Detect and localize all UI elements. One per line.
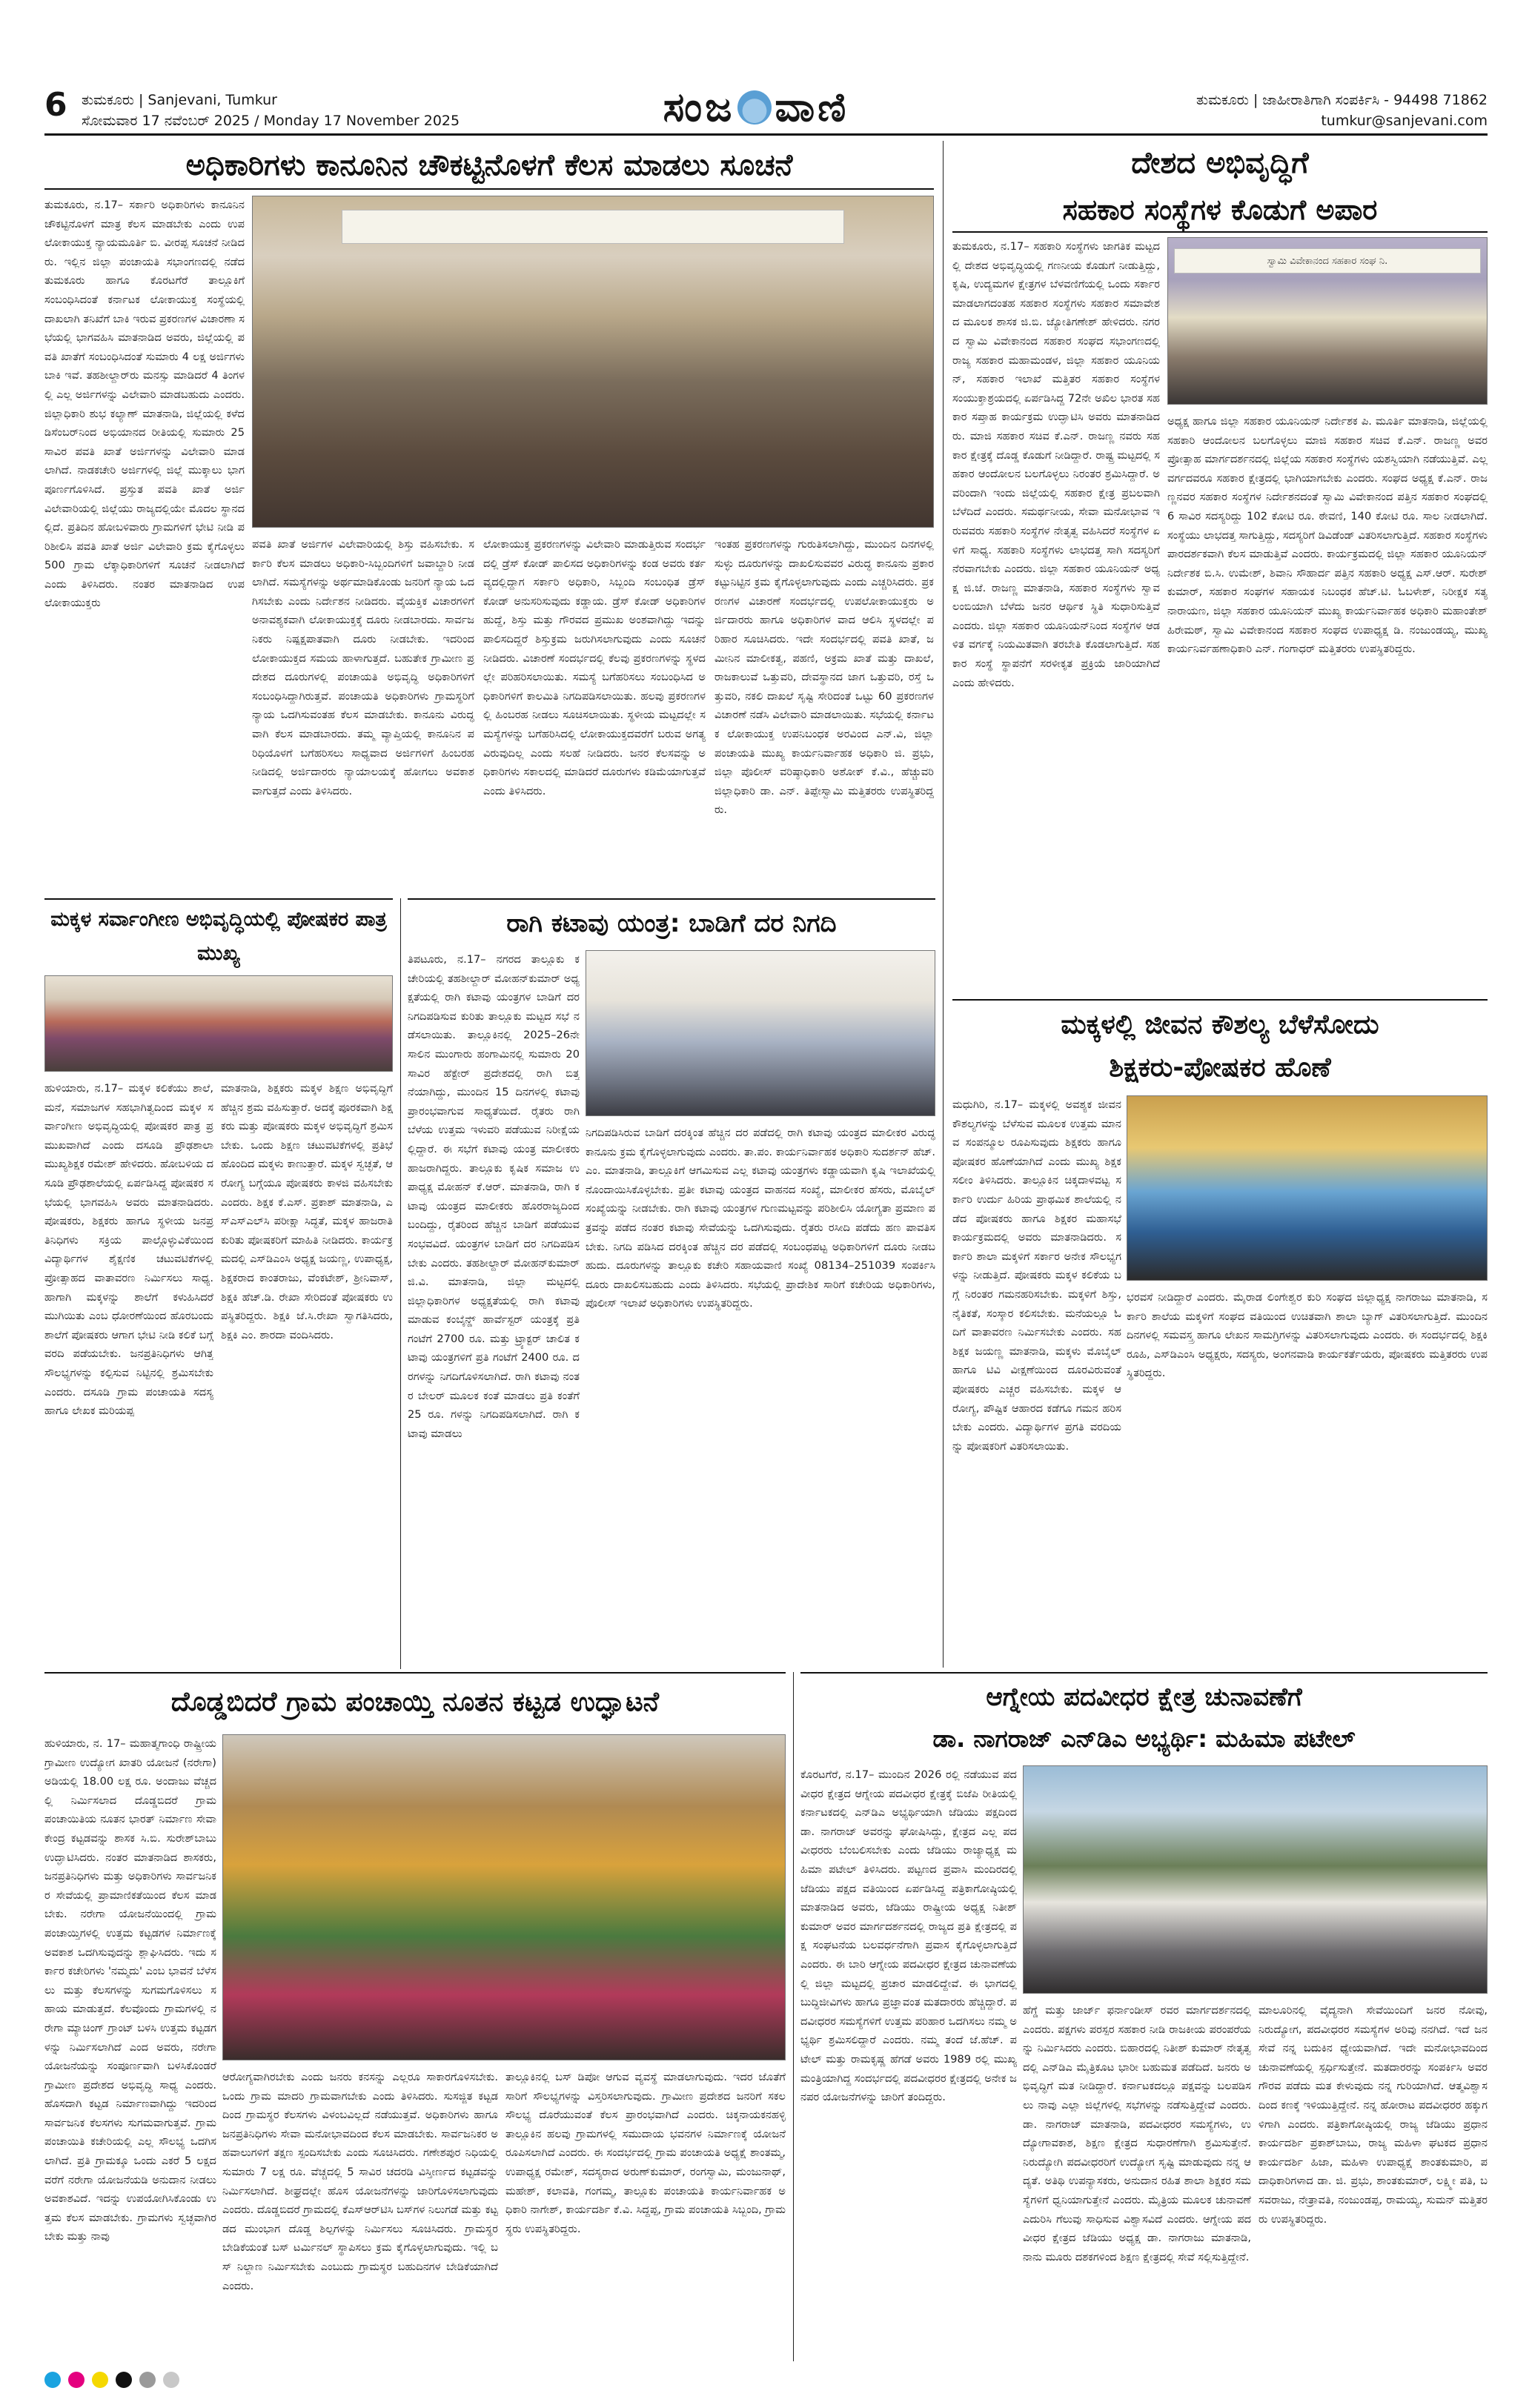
ragi-headline: ರಾಗಿ ಕಟಾವು ಯಂತ್ರ: ಬಾಡಿಗೆ ದರ ನಿಗದಿ xyxy=(506,909,837,938)
cooperative-photo xyxy=(1167,237,1488,405)
color-registration-marks xyxy=(44,2372,179,2388)
section-rule xyxy=(800,1672,1488,1674)
children-col-2: ಮಾತನಾಡಿ, ಶಿಕ್ಷಕರು ಮಕ್ಕಳ ಶಿಕ್ಷಣ ಅಭಿವೃದ್ಧಿಗೆ ಹೆಚ್ಚಿನ ಶ್ರಮ ವಹಿಸುತ್ತಾರೆ. ಅದಕ್ಕೆ ಪೂರಕವಾಗಿ ಶಿಕ್ಷಕರು ಮತ್ತು ಪೋಷಕರು ಮಕ್ಕಳ ಅಭಿವೃದ್ಧಿಗೆ ಶ್ರಮಿಸಬೇಕು. ಒಂದು ಶಿಕ್ಷಣ ಚಟುವಟಿಕೆಗಳಲ್ಲಿ ಪ್ರತಿಭೆ ಹೊಂದಿದ ಮಕ್ಕಳು ಕಾಣುತ್ತಾರೆ. ಮಕ್ಕಳ ಸ್ವಚ್ಛತೆ, ಆರೋಗ್ಯ ಬಗ್ಗೆಯೂ ಪೋಷಕರು ಕಾಳಜಿ ವಹಿಸಬೇಕು ಎಂದರು. ಶಿಕ್ಷಕ ಕೆ.ಎಸ್. ಪ್ರಕಾಶ್ ಮಾತನಾಡಿ, ಎಸ್‌ಎಸ್‌ಎಲ್‌ಸಿ ಪರೀಕ್ಷಾ ಸಿದ್ಧತೆ, ಮಕ್ಕಳ ಹಾಜರಾತಿ ಕುರಿತು ಪೋಷಕರಿಗೆ ಮಾಹಿತಿ ನೀಡಿದರು. ಕಾರ್ಯಕ್ರಮದಲ್ಲಿ ಎಸ್‌ಡಿಎಂಸಿ ಅಧ್ಯಕ್ಷ ಜಯಣ್ಣ, ಉಪಾಧ್ಯಕ್ಷ, ಶಿಕ್ಷಕರಾದ ಕಾಂತರಾಜು, ವೆಂಕಟೇಶ್, ಶ್ರೀನಿವಾಸ್, ಶಿಕ್ಷಕಿ ಹೆಚ್.ಡಿ. ರೇಖಾ ಸೇರಿದಂತೆ ಪೋಷಕರು ಉಪಸ್ಥಿತರಿದ್ದರು. ಶಿಕ್ಷಕಿ ಜೆ.ಸಿ.ರೇಖಾ ಸ್ವಾಗತಿಸಿದರು, ಶಿಕ್ಷಕಿ ಎಂ. ಶಾರದಾ ವಂದಿಸಿದರು. xyxy=(221,1082,393,1341)
section-rule xyxy=(44,898,393,900)
ad-contact-line: ತುಮಕೂರು | ಜಾಹೀರಾತಿಗಾಗಿ ಸಂಪರ್ಕಿಸಿ - 94498 71862 xyxy=(1196,92,1488,108)
life-skills-headline-line-1: ಮಕ್ಕಳಲ್ಲಿ ಜೀವನ ಕೌಶಲ್ಯ ಬೆಳೆಸೋದು xyxy=(1061,1009,1379,1040)
officials-col-1: ತುಮಕೂರು, ನ.17– ಸರ್ಕಾರಿ ಅಧಿಕಾರಿಗಳು ಕಾನೂನಿನ ಚೌಕಟ್ಟಿನೊಳಗೆ ಮಾತ್ರ ಕೆಲಸ ಮಾಡಬೇಕು ಎಂದು ಉಪಲೋಕಾಯುಕ್ತ ನ್ಯಾಯಮೂರ್ತಿ ಬಿ. ವೀರಪ್ಪ ಸೂಚನೆ ನೀಡಿದರು. ಇಲ್ಲಿನ ಜಿಲ್ಲಾ ಪಂಚಾಯತಿ ಸಭಾಂಗಣದಲ್ಲಿ ನಡೆದ ತುಮಕೂರು ಹಾಗೂ ಕೊರಟಗೆರೆ ತಾಲ್ಲೂಕಿಗೆ ಸಂಬಂಧಿಸಿದಂತೆ ಕರ್ನಾಟಕ ಲೋಕಾಯುಕ್ತ ಸಂಸ್ಥೆಯಲ್ಲಿ ದಾಖಲಾಗಿ ತನಿಖೆಗೆ ಬಾಕಿ ಇರುವ ಪ್ರಕರಣಗಳ ವಿಚಾರಣಾ ಸಭೆಯಲ್ಲಿ ಭಾಗವಹಿಸಿ ಮಾತನಾಡಿದ ಅವರು, ಜಿಲ್ಲೆಯಲ್ಲಿ ಪವತಿ ಖಾತೆಗೆ ಸಂಬಂಧಿಸಿದಂತೆ ಸುಮಾರು 4 ಲಕ್ಷ ಅರ್ಜಿಗಳು ಬಾಕಿ ಇವೆ. ತಹಶೀಲ್ದಾರ್‌ರು ಮನಸ್ಸು ಮಾಡಿದರೆ 4 ತಿಂಗಳಲ್ಲಿ ಎಲ್ಲ ಅರ್ಜಿಗಳನ್ನು ವಿಲೇವಾರಿ ಮಾಡಬಹುದು ಎಂದರು. ಜಿಲ್ಲಾಧಿಕಾರಿ ಶುಭ ಕಲ್ಯಾಣ್ ಮಾತನಾಡಿ, ಜಿಲ್ಲೆಯಲ್ಲಿ ಕಳೆದ ಡಿಸೆಂಬರ್‌ನಿಂದ ಅಭಿಯಾನದ ರೀತಿಯಲ್ಲಿ ಸುಮಾರು 25 ಸಾವಿರ ಪವತಿ ಖಾತೆ ಅರ್ಜಿಗಳನ್ನು ವಿಲೇವಾರಿ ಮಾಡಲಾಗಿದೆ. ನಾಡಕಚೇರಿ ಅರ್ಜಿಗಳಲ್ಲಿ ಜಿಲ್ಲೆ ಮುಕ್ಕಾಲು ಭಾಗ ಪೂರ್ಣಗೊಳಿಸಿದೆ. ಪ್ರಸ್ತುತ ಪವತಿ ಖಾತೆ ಅರ್ಜಿ ವಿಲೇವಾರಿಯಲ್ಲಿ ಜಿಲ್ಲೆಯು ರಾಜ್ಯದಲ್ಲಿಯೇ ಮೊದಲ ಸ್ಥಾನದಲ್ಲಿದೆ. ಪ್ರತಿದಿನ ಹೋಬಳಿವಾರು ಗ್ರಾಮಗಳಿಗೆ ಭೇಟಿ ನೀಡಿ ಪರಿಶೀಲಿಸಿ ಪವತಿ ಖಾತೆ ಅರ್ಜಿ ವಿಲೇವಾರಿ ಕ್ರಮ ಕೈಗೊಳ್ಳಲು 500 ಗ್ರಾಮ ಲೆಕ್ಕಾಧಿಕಾರಿಗಳಿಗೆ ಸೂಚನೆ ನೀಡಲಾಗಿದೆ ಎಂದು ತಿಳಿಸಿದರು. ನಂತರ ಮಾತನಾಡಿದ ಉಪಲೋಕಾಯುಕ್ತರು xyxy=(44,199,245,610)
column-divider xyxy=(943,1001,944,1668)
children-col-1: ಹುಳಿಯಾರು, ನ.17– ಮಕ್ಕಳ ಕಲಿಕೆಯು ಶಾಲೆ, ಮನೆ, ಸಮಾಜಗಳ ಸಹಭಾಗಿತ್ವದಿಂದ ಮಕ್ಕಳ ಸರ್ವಾಂಗೀಣ ಅಭಿವೃದ್ಧಿಯಲ್ಲಿ ಪೋಷಕರ ಪಾತ್ರ ಪ್ರಮುಖವಾಗಿದೆ ಎಂದು ದಸೂಡಿ ಪ್ರೌಢಶಾಲಾ ಮುಖ್ಯಶಿಕ್ಷಕ ರಮೇಶ್ ಹೇಳಿದರು. ಹೋಬಳಿಯ ದಸೂಡಿ ಪ್ರೌಢಶಾಲೆಯಲ್ಲಿ ಏರ್ಪಡಿಸಿದ್ದ ಪೋಷಕರ ಸಭೆಯಲ್ಲಿ ಭಾಗವಹಿಸಿ ಅವರು ಮಾತನಾಡಿದರು. ಪೋಷಕರು, ಶಿಕ್ಷಕರು ಹಾಗೂ ಸ್ಥಳೀಯ ಜನಪ್ರತಿನಿಧಿಗಳು ಸಕ್ರಿಯ ಪಾಲ್ಗೊಳ್ಳುವಿಕೆಯಿಂದ ವಿದ್ಯಾರ್ಥಿಗಳ ಶೈಕ್ಷಣಿಕ ಚಟುವಟಿಕೆಗಳಲ್ಲಿ ಪ್ರೋತ್ಸಾಹದ ವಾತಾವರಣ ನಿರ್ಮಿಸಲು ಸಾಧ್ಯ. ಹಾಗಾಗಿ ಮಕ್ಕಳನ್ನು ಶಾಲೆಗೆ ಕಳುಹಿಸಿದರೆ ಮುಗಿಯಿತು ಎಂಬ ಧೋರಣೆಯಿಂದ ಹೊರಬಂದು ಶಾಲೆಗೆ ಪೋಷಕರು ಆಗಾಗ ಭೇಟಿ ನೀಡಿ ಕಲಿಕೆ ಬಗ್ಗೆ ವರದಿ ಪಡೆಯಬೇಕು. ಜನಪ್ರತಿನಿಧಿಗಳು ಆಗಿತ್ತ ಸೌಲಭ್ಯಗಳನ್ನು ಕಲ್ಪಿಸುವ ನಿಟ್ಟಿನಲ್ಲಿ ಶ್ರಮಿಸಬೇಕು ಎಂದರು. ದಸೂಡಿ ಗ್ರಾಮ ಪಂಚಾಯತಿ ಸದಸ್ಯ ಹಾಗೂ ಲೇಖಕ ಮರಿಯಪ್ಪ xyxy=(44,1082,213,1418)
color-dot xyxy=(139,2372,156,2388)
life-skills-headline-line-2: ಶಿಕ್ಷಕರು-ಪೋಷಕರ ಹೊಣೆ xyxy=(1109,1052,1331,1083)
officials-photo-banner xyxy=(342,210,844,244)
cooperative-headline-line-1: ದೇಶದ ಅಭಿವೃದ್ಧಿಗೆ xyxy=(1131,146,1309,180)
election-photo xyxy=(1023,1765,1488,1994)
color-dot xyxy=(116,2372,132,2388)
column-divider xyxy=(400,898,401,1669)
officials-col-3: ಲೋಕಾಯುಕ್ತ ಪ್ರಕರಣಗಳನ್ನು ವಿಲೇವಾರಿ ಮಾಡುತ್ತಿರುವ ಸಂದರ್ಭದಲ್ಲಿ ಡ್ರೆಸ್ ಕೋಡ್ ಪಾಲಿಸದ ಅಧಿಕಾರಿಗಳನ್ನು ಕಂಡ ಅವರು ಕರ್ತವ್ಯದಲ್ಲಿದ್ದಾಗ ಸರ್ಕಾರಿ ಅಧಿಕಾರಿ, ಸಿಬ್ಬಂದಿ ಸಂಬಂಧಿತ ಡ್ರೆಸ್ ಕೋಡ್ ಅನುಸರಿಸುವುದು ಕಡ್ಡಾಯ. ಡ್ರೆಸ್ ಕೋಡ್ ಅಧಿಕಾರಿಗಳ ಹುದ್ದೆ, ಶಿಸ್ತು ಮತ್ತು ಗೌರವದ ಪ್ರಮುಖ ಅಂಶವಾಗಿದ್ದು ಇದನ್ನು ಪಾಲಿಸದಿದ್ದರೆ ಶಿಸ್ತುಕ್ರಮ ಜರುಗಿಸಲಾಗುವುದು ಎಂದು ಸೂಚನೆ ನೀಡಿದರು. ವಿಚಾರಣೆ ಸಂದರ್ಭದಲ್ಲಿ ಕೆಲವು ಪ್ರಕರಣಗಳನ್ನು ಸ್ಥಳದಲ್ಲೇ ಪರಿಹರಿಸಲಾಯಿತು. ಸಮಸ್ಯೆ ಬಗೆಹರಿಸಲು ಸಂಬಂಧಿಸಿದ ಅಧಿಕಾರಿಗಳಿಗೆ ಕಾಲಮಿತಿ ನಿಗದಿಪಡಿಸಲಾಯಿತು. ಹಲವು ಪ್ರಕರಣಗಳಲ್ಲಿ ಹಿಂಬರಹ ನೀಡಲು ಸೂಚಿಸಲಾಯಿತು. ಸ್ಥಳೀಯ ಮಟ್ಟದಲ್ಲೇ ಸಮಸ್ಯೆಗಳನ್ನು ಬಗೆಹರಿಸಿದಲ್ಲಿ ಲೋಕಾಯುಕ್ತದವರೆಗೆ ಬರುವ ಅಗತ್ಯವಿರುವುದಿಲ್ಲ ಎಂದು ಸಲಹೆ ನೀಡಿದರು. ಜನರ ಕೆಲಸವನ್ನು ಅಧಿಕಾರಿಗಳು ಸಕಾಲದಲ್ಲಿ ಮಾಡಿದರೆ ದೂರುಗಳು ಕಡಿಮೆಯಾಗುತ್ತವೆ ಎಂದು ತಿಳಿಸಿದರು. xyxy=(483,538,706,797)
column-divider xyxy=(943,141,944,1001)
panchayat-headline: ದೊಡ್ಡಬಿದರೆ ಗ್ರಾಮ ಪಂಚಾಯ್ತಿ ನೂತನ ಕಟ್ಟಡ ಉದ್ಘಾಟನೆ xyxy=(170,1687,660,1717)
officials-headline: ಅಧಿಕಾರಿಗಳು ಕಾನೂನಿನ ಚೌಕಟ್ಟಿನೊಳಗೆ ಕೆಲಸ ಮಾಡಲು ಸೂಚನೆ xyxy=(44,141,934,190)
panchayat-col-2: ಆರೋಗ್ಯವಾಗಿರಬೇಕು ಎಂದು ಜನರು ಕನಸನ್ನು ಎಲ್ಲರೂ ಸಾಕಾರಗೊಳಿಸಬೇಕು. ಒಂದು ಗ್ರಾಮ ಮಾದರಿ ಗ್ರಾಮವಾಗಬೇಕು ಎಂದು ತಿಳಿಸಿದರು. ಸುಸಜ್ಜಿತ ಕಟ್ಟಡದಿಂದ ಗ್ರಾಮಸ್ಥರ ಕೆಲಸಗಳು ವಿಳಂಬವಿಲ್ಲದೆ ನಡೆಯುತ್ತವೆ. ಅಧಿಕಾರಿಗಳು ಹಾಗೂ ಜನಪ್ರತಿನಿಧಿಗಳು ಸೇವಾ ಮನೋಭಾವದಿಂದ ಕೆಲಸ ಮಾಡಬೇಕು. ಸಾರ್ವಜನಿಕರ ಅಹವಾಲುಗಳಿಗೆ ತಕ್ಷಣ ಸ್ಪಂದಿಸಬೇಕು ಎಂದು ಸೂಚಿಸಿದರು. ಗಣೇಶಪುರ ನಿಧಿಯಲ್ಲಿ ಸುಮಾರು 7 ಲಕ್ಷ ರೂ. ವೆಚ್ಚದಲ್ಲಿ 5 ಸಾವಿರ ಚದರಡಿ ವಿಸ್ತೀರ್ಣದ ಕಟ್ಟಡವನ್ನು ನಿರ್ಮಿಸಲಾಗಿದೆ. ಶೀಘ್ರದಲ್ಲೇ ಹೊಸ ಯೋಜನೆಗಳನ್ನು ಜಾರಿಗೊಳಿಸಲಾಗುವುದು ಎಂದರು. ದೊಡ್ಡಬಿದರೆ ಗ್ರಾಮದಲ್ಲಿ ಕೆಎಸ್‌ಆರ್‌ಟಿಸಿ ಬಸ್‌ಗಳ ನಿಲುಗಡೆ ಮತ್ತು ಕಟ್ಟಡದ ಮುಂಭಾಗ ದೊಡ್ಡ ಶಿಲ್ಪಗಳನ್ನು ನಿರ್ಮಿಸಲು ಸೂಚಿಸಿದರು. ಗ್ರಾಮಸ್ಥರ ಬೇಡಿಕೆಯಂತೆ ಬಸ್ ಟರ್ಮಿನಲ್ ಸ್ಥಾಪಿಸಲು ಕ್ರಮ ಕೈಗೊಳ್ಳಲಾಗುವುದು. ಇಲ್ಲಿ ಬಸ್ ನಿಲ್ದಾಣ ನಿರ್ಮಿಸಬೇಕು ಎಂಬುದು ಗ್ರಾಮಸ್ಥರ ಬಹುದಿನಗಳ ಬೇಡಿಕೆಯಾಗಿದೆ ಎಂದರು. xyxy=(222,2071,498,2292)
ragi-col-2: ನಿಗದಿಪಡಿಸಿರುವ ಬಾಡಿಗೆ ದರಕ್ಕಿಂತ ಹೆಚ್ಚಿನ ದರ ಪಡೆದಲ್ಲಿ ರಾಗಿ ಕಟಾವು ಯಂತ್ರದ ಮಾಲೀಕರ ವಿರುದ್ಧ ಕಾನೂನು ಕ್ರಮ ಕೈಗೊಳ್ಳಲಾಗುವುದು ಎಂದರು. ತಾ.ಪಂ. ಕಾರ್ಯನಿರ್ವಾಹಕ ಅಧಿಕಾರಿ ಸುದರ್ಶನ್ ಹೆಚ್.ಎಂ. ಮಾತನಾಡಿ, ತಾಲ್ಲೂಕಿಗೆ ಆಗಮಿಸುವ ಎಲ್ಲ ಕಟಾವು ಯಂತ್ರಗಳು ಕಡ್ಡಾಯವಾಗಿ ಕೃಷಿ ಇಲಾಖೆಯಲ್ಲಿ ನೊಂದಾಯಿಸಿಕೊಳ್ಳಬೇಕು. ಪ್ರತೀ ಕಟಾವು ಯಂತ್ರದ ವಾಹನದ ಸಂಖ್ಯೆ, ಮಾಲೀಕರ ಹೆಸರು, ಮೊಬೈಲ್ ಸಂಖ್ಯೆಯನ್ನು ನೀಡಬೇಕು. ರಾಗಿ ಕಟಾವು ಯಂತ್ರಗಳ ಗುಣಮಟ್ಟವನ್ನು ಪರಿಶೀಲಿಸಿ ಯೋಗ್ಯತಾ ಪ್ರಮಾಣ ಪತ್ರವನ್ನು ಪಡೆದ ನಂತರ ಕಟಾವು ಸೇವೆಯನ್ನು ಒದಗಿಸುವುದು. ರೈತರು ರಸೀದಿ ಪಡೆದು ಹಣ ಪಾವತಿಸಬೇಕು. ನಿಗದಿ ಪಡಿಸಿದ ದರಕ್ಕಿಂತ ಹೆಚ್ಚಿನ ದರ ಪಡೆದಲ್ಲಿ ಸಂಬಂಧಪಟ್ಟ ಅಧಿಕಾರಿಗಳಿಗೆ ದೂರು ನೀಡಬಹುದು. ದೂರುಗಳನ್ನು ತಾಲ್ಲೂಕು ಕಚೇರಿ ಸಹಾಯವಾಣಿ ಸಂಖ್ಯೆ 08134–251039 ಸಂಪರ್ಕಿಸಿ ದೂರು ದಾಖಲಿಸಬಹುದು ಎಂದು ತಿಳಿಸಿದರು. ಸಭೆಯಲ್ಲಿ ಪ್ರಾದೇಶಿಕ ಸಾರಿಗೆ ಕಚೇರಿಯ ಅಧಿಕಾರಿಗಳು, ಪೊಲೀಸ್ ಇಲಾಖೆ ಅಧಿಕಾರಿಗಳು ಉಪಸ್ಥಿತರಿದ್ದರು. xyxy=(586,1127,935,1310)
color-dot xyxy=(44,2372,61,2388)
color-dot xyxy=(68,2372,84,2388)
contact-email[interactable]: tumkur@sanjevani.com xyxy=(1321,113,1488,129)
life-skills-col-2: ಭರವಸೆ ನೀಡಿದ್ದಾರೆ ಎಂದರು. ಮೈರಾಡ ಲಿಂಗೇಶ್ವರ ಕುರಿ ಸಂಘದ ಜಿಲ್ಲಾಧ್ಯಕ್ಷ ನಾಗರಾಜು ಮಾತನಾಡಿ, ಸರ್ಕಾರಿ ಶಾಲೆಯ ಮಕ್ಕಳಿಗೆ ಸಂಘದ ವತಿಯಿಂದ ಉಚಿತವಾಗಿ ಶಾಲಾ ಬ್ಯಾಗ್ ವಿತರಿಸಲಾಗುತ್ತಿದೆ. ಮುಂದಿನ ದಿನಗಳಲ್ಲಿ ಸಮವಸ್ತ್ರ ಹಾಗೂ ಲೇಖನ ಸಾಮಗ್ರಿಗಳನ್ನು ವಿತರಿಸಲಾಗುವುದು ಎಂದರು. ಈ ಸಂದರ್ಭದಲ್ಲಿ ಶಿಕ್ಷಕಿ ರೂಹಿ, ಎಸ್‌ಡಿಎಂಸಿ ಅಧ್ಯಕ್ಷರು, ಸದಸ್ಯರು, ಅಂಗನವಾಡಿ ಕಾರ್ಯಕರ್ತೆಯರು, ಪೋಷಕರು ಮತ್ತಿತರರು ಉಪಸ್ಥಿತರಿದ್ದರು. xyxy=(1127,1291,1488,1380)
panchayat-col-3: ತಾಲ್ಲೂಕಿನಲ್ಲಿ ಬಸ್ ಡಿಪೋ ಆಗುವ ವ್ಯವಸ್ಥೆ ಮಾಡಲಾಗುವುದು. ಇದರ ಜೊತೆಗೆ ಸಾರಿಗೆ ಸೌಲಭ್ಯಗಳನ್ನು ವಿಸ್ತರಿಸಲಾಗುವುದು. ಗ್ರಾಮೀಣ ಪ್ರದೇಶದ ಜನರಿಗೆ ಸಕಲ ಸೌಲಭ್ಯ ದೊರೆಯುವಂತೆ ಕೆಲಸ ಪ್ರಾರಂಭವಾಗಿದೆ ಎಂದರು. ಚಿಕ್ಕನಾಯಕನಹಳ್ಳಿ ತಾಲ್ಲೂಕಿನ ಹಲವು ಗ್ರಾಮಗಳಲ್ಲಿ ಸಮುದಾಯ ಭವನಗಳ ನಿರ್ಮಾಣಕ್ಕೆ ಯೋಜನೆ ರೂಪಿಸಲಾಗಿದೆ ಎಂದರು. ಈ ಸಂದರ್ಭದಲ್ಲಿ ಗ್ರಾಮ ಪಂಚಾಯತಿ ಅಧ್ಯಕ್ಷೆ ಶಾಂತಮ್ಮ, ಉಪಾಧ್ಯಕ್ಷ ರಮೇಶ್, ಸದಸ್ಯರಾದ ಅರುಣ್‌ಕುಮಾರ್, ರಂಗಸ್ವಾಮಿ, ಮಂಜುನಾಥ್, ಮಹೇಶ್, ಕಲಾವತಿ, ಗಂಗಮ್ಮ, ತಾಲ್ಲೂಕು ಪಂಚಾಯತಿ ಕಾರ್ಯನಿರ್ವಾಹಕ ಅಧಿಕಾರಿ ನಾಗೇಶ್, ಕಾರ್ಯದರ್ಶಿ ಕೆ.ವಿ. ಸಿದ್ದಪ್ಪ, ಗ್ರಾಮ ಪಂಚಾಯತಿ ಸಿಬ್ಬಂದಿ, ಗ್ರಾಮಸ್ಥರು ಉಪಸ್ಥಿತರಿದ್ದರು. xyxy=(505,2071,786,2235)
cooperative-headline-line-2: ಸಹಕಾರ ಸಂಸ್ಥೆಗಳ ಕೊಡುಗೆ ಅಪಾರ xyxy=(952,187,1488,233)
cooperative-photo-banner: ಸ್ವಾಮಿ ವಿವೇಕಾನಂದ ಸಹಕಾರ ಸಂಘ ನಿ. xyxy=(1174,248,1481,273)
sanjevani-logo xyxy=(519,82,993,133)
section-rule xyxy=(44,1672,786,1674)
children-photo xyxy=(44,975,393,1072)
cooperative-col-2: ಅಧ್ಯಕ್ಷ ಹಾಗೂ ಜಿಲ್ಲಾ ಸಹಕಾರ ಯೂನಿಯನ್ ನಿರ್ದೇಶಕ ಪಿ. ಮೂರ್ತಿ ಮಾತನಾಡಿ, ಜಿಲ್ಲೆಯಲ್ಲಿ ಸಹಕಾರಿ ಆಂದೋಲನ ಬಲಗೊಳ್ಳಲು ಮಾಜಿ ಸಹಕಾರ ಸಚಿವ ಕೆ.ಎನ್. ರಾಜಣ್ಣ ಅವರ ಪ್ರೋತ್ಸಾಹ ಮಾರ್ಗದರ್ಶನದಲ್ಲಿ ಜಿಲ್ಲೆಯ ಸಹಕಾರ ಸಂಸ್ಥೆಗಳು ಯಶಸ್ವಿಯಾಗಿ ನಡೆಯುತ್ತಿವೆ. ಎಲ್ಲ ವರ್ಗದವರೂ ಸಹಕಾರ ಕ್ಷೇತ್ರದಲ್ಲಿ ಭಾಗಿಯಾಗಬೇಕು ಎಂದರು. ಸಂಘದ ಅಧ್ಯಕ್ಷ ಕೆ.ಎನ್. ರಾಜಣ್ಣನವರ ಸಹಕಾರ ಸಂಸ್ಥೆಗಳ ನಿರ್ದೇಶನದಂತೆ ಸ್ವಾಮಿ ವಿವೇಕಾನಂದ ಪತ್ತಿನ ಸಹಕಾರ ಸಂಘದಲ್ಲಿ 6 ಸಾವಿರ ಸದಸ್ಯರಿದ್ದು 102 ಕೋಟಿ ರೂ. ಠೇವಣಿ, 140 ಕೋಟಿ ರೂ. ಸಾಲ ನೀಡಲಾಗಿದೆ. ಸಂಸ್ಥೆಯು ಲಾಭದತ್ತ ಸಾಗುತ್ತಿದ್ದು, ಸದಸ್ಯರಿಗೆ ಡಿವಿಡೆಂಡ್ ವಿತರಿಸಲಾಗುತ್ತಿದೆ. ಸಹಕಾರ ಸಂಸ್ಥೆಗಳು ಪಾರದರ್ಶಕವಾಗಿ ಕೆಲಸ ಮಾಡುತ್ತಿವೆ ಎಂದರು. ಕಾರ್ಯಕ್ರಮದಲ್ಲಿ ಜಿಲ್ಲಾ ಸಹಕಾರ ಯೂನಿಯನ್ ನಿರ್ದೇಶಕ ಬಿ.ಸಿ. ಉಮೇಶ್, ಶಿವಾನಿ ಸೌಹಾರ್ದ ಪತ್ತಿನ ಸಹಕಾರಿ ಅಧ್ಯಕ್ಷ ಎಸ್.ಆರ್. ಸುರೇಶ್ ಕುಮಾರ್, ಸಹಕಾರ ಸಂಘಗಳ ಸಹಾಯಕ ನಿಬಂಧಕ ಹೆಚ್.ಟಿ. ಓಬಳೇಶ್, ನಿರೀಕ್ಷಕ ಸತ್ಯನಾರಾಯಣ, ಜಿಲ್ಲಾ ಸಹಕಾರ ಯೂನಿಯನ್ ಮುಖ್ಯ ಕಾರ್ಯನಿರ್ವಾಹಕ ಅಧಿಕಾರಿ ಮಹಾಂತೇಶ್ ಹಿರೇಮಠ್, ಸ್ವಾಮಿ ವಿವೇಕಾನಂದ ಸಹಕಾರ ಸಂಘದ ಉಪಾಧ್ಯಕ್ಷ ಡಿ. ನಂಜುಂಡಯ್ಯ, ಮುಖ್ಯ ಕಾರ್ಯನಿರ್ವಹಣಾಧಿಕಾರಿ ಎನ್. ಗಂಗಾಧರ್ ಮತ್ತಿತರರು ಉಪಸ್ಥಿತರಿದ್ದರು. xyxy=(1167,415,1488,656)
election-headline-line-2: ಡಾ. ನಾಗರಾಜ್ ಎನ್‌ಡಿಎ ಅಭ್ಯರ್ಥಿ: ಮಹಿಮಾ ಪಟೇಲ್ xyxy=(932,1725,1356,1753)
life-skills-col-1: ಮಧುಗಿರಿ, ನ.17– ಮಕ್ಕಳಲ್ಲಿ ಅವಶ್ಯಕ ಜೀವನ ಕೌಶಲ್ಯಗಳನ್ನು ಬೆಳೆಸುವ ಮೂಲಕ ಉತ್ತಮ ಮಾನವ ಸಂಪನ್ಮೂಲ ರೂಪಿಸುವುದು ಶಿಕ್ಷಕರು ಹಾಗೂ ಪೋಷಕರ ಹೊಣೆಯಾಗಿದೆ ಎಂದು ಮುಖ್ಯ ಶಿಕ್ಷಕ ಸಲೀಂ ತಿಳಿಸಿದರು. ತಾಲ್ಲೂಕಿನ ಚಿಕ್ಕದಾಳವಟ್ಟ ಸರ್ಕಾರಿ ಉರ್ದು ಹಿರಿಯ ಪ್ರಾಥಮಿಕ ಶಾಲೆಯಲ್ಲಿ ನಡೆದ ಪೋಷಕರು ಹಾಗೂ ಶಿಕ್ಷಕರ ಮಹಾಸಭೆ ಕಾರ್ಯಕ್ರಮದಲ್ಲಿ ಅವರು ಮಾತನಾಡಿದರು. ಸರ್ಕಾರಿ ಶಾಲಾ ಮಕ್ಕಳಿಗೆ ಸರ್ಕಾರ ಅನೇಕ ಸೌಲಭ್ಯಗಳನ್ನು ನೀಡುತ್ತಿದೆ. ಪೋಷಕರು ಮಕ್ಕಳ ಕಲಿಕೆಯ ಬಗ್ಗೆ ನಿರಂತರ ಗಮನಹರಿಸಬೇಕು. ಮಕ್ಕಳಿಗೆ ಶಿಸ್ತು, ನೈತಿಕತೆ, ಸಂಸ್ಕಾರ ಕಲಿಸಬೇಕು. ಮನೆಯಲ್ಲೂ ಓದಿಗೆ ವಾತಾವರಣ ನಿರ್ಮಿಸಬೇಕು ಎಂದರು. ಸಹಶಿಕ್ಷಕ ಜಯಣ್ಣ ಮಾತನಾಡಿ, ಮಕ್ಕಳು ಮೊಬೈಲ್ ಹಾಗೂ ಟಿವಿ ವೀಕ್ಷಣೆಯಿಂದ ದೂರವಿರುವಂತೆ ಪೋಷಕರು ಎಚ್ಚರ ವಹಿಸಬೇಕು. ಮಕ್ಕಳ ಆರೋಗ್ಯ, ಪೌಷ್ಟಿಕ ಆಹಾರದ ಕಡೆಗೂ ಗಮನ ಹರಿಸಬೇಕು ಎಂದರು. ವಿದ್ಯಾರ್ಥಿಗಳ ಪ್ರಗತಿ ವರದಿಯನ್ನು ಪೋಷಕರಿಗೆ ವಿತರಿಸಲಾಯಿತು. xyxy=(952,1098,1121,1453)
election-col-1: ಕೊರಟಗೆರೆ, ನ.17– ಮುಂದಿನ 2026 ರಲ್ಲಿ ನಡೆಯುವ ಪದವೀಧರ ಕ್ಷೇತ್ರದ ಆಗ್ನೇಯ ಪದವೀಧರ ಕ್ಷೇತ್ರಕ್ಕೆ ಬಿಜೆಪಿ ರೀತಿಯಲ್ಲಿ ಕರ್ನಾಟಕದಲ್ಲಿ ಎನ್‌ಡಿಎ ಅಭ್ಯರ್ಥಿಯಾಗಿ ಜೆಡಿಯು ಪಕ್ಷದಿಂದ ಡಾ. ನಾಗರಾಜ್ ಅವರನ್ನು ಘೋಷಿಸಿದ್ದು, ಕ್ಷೇತ್ರದ ಎಲ್ಲ ಪದವೀಧರರು ಬೆಂಬಲಿಸಬೇಕು ಎಂದು ಜೆಡಿಯು ರಾಜ್ಯಾಧ್ಯಕ್ಷ ಮಹಿಮಾ ಪಟೇಲ್ ತಿಳಿಸಿದರು. ಪಟ್ಟಣದ ಪ್ರವಾಸಿ ಮಂದಿರದಲ್ಲಿ ಜೆಡಿಯು ಪಕ್ಷದ ವತಿಯಿಂದ ಏರ್ಪಡಿಸಿದ್ದ ಪತ್ರಿಕಾಗೋಷ್ಠಿಯಲ್ಲಿ ಮಾತನಾಡಿದ ಅವರು, ಜೆಡಿಯು ರಾಷ್ಟ್ರೀಯ ಅಧ್ಯಕ್ಷ ನಿತೀಶ್ ಕುಮಾರ್ ಅವರ ಮಾರ್ಗದರ್ಶನದಲ್ಲಿ ರಾಜ್ಯದ ಪ್ರತಿ ಕ್ಷೇತ್ರದಲ್ಲಿ ಪಕ್ಷ ಸಂಘಟನೆಯ ಬಲವರ್ಧನೆಗಾಗಿ ಪ್ರವಾಸ ಕೈಗೊಳ್ಳಲಾಗುತ್ತಿದೆ ಎಂದರು. ಈ ಬಾರಿ ಆಗ್ನೇಯ ಪದವೀಧರ ಕ್ಷೇತ್ರದ ಚುನಾವಣೆಯಲ್ಲಿ ಜಿಲ್ಲಾ ಮಟ್ಟದಲ್ಲಿ ಪ್ರಚಾರ ಮಾಡಲಿದ್ದೇವೆ. ಈ ಭಾಗದಲ್ಲಿ ಬುದ್ಧಿಜೀವಿಗಳು ಹಾಗೂ ಪ್ರಜ್ಞಾವಂತ ಮತದಾರರು ಹೆಚ್ಚಿದ್ದಾರೆ. ಪದವೀಧರರ ಸಮಸ್ಯೆಗಳಿಗೆ ಉತ್ತಮ ಪರಿಹಾರ ಒದಗಿಸಲು ನಮ್ಮ ಅಭ್ಯರ್ಥಿ ಶ್ರಮಿಸಲಿದ್ದಾರೆ ಎಂದರು. ನಮ್ಮ ತಂದೆ ಜೆ.ಹೆಚ್. ಪಟೇಲ್ ಮತ್ತು ರಾಮಕೃಷ್ಣ ಹೆಗಡೆ ಅವರು 1989 ರಲ್ಲಿ ಮುಖ್ಯಮಂತ್ರಿಯಾಗಿದ್ದ ಸಂದರ್ಭದಲ್ಲಿ ಪದವೀಧರರ ಕ್ಷೇತ್ರದಲ್ಲಿ ಅನೇಕ ಜನಪರ ಯೋಜನೆಗಳನ್ನು ಜಾರಿಗೆ ತಂದಿದ್ದರು. xyxy=(800,1768,1017,2104)
election-headline-line-1: ಆಗ್ನೇಯ ಪದವೀಧರ ಕ್ಷೇತ್ರ ಚುನಾವಣೆಗೆ xyxy=(986,1682,1302,1712)
logo-text-right: ವಾಣಿ xyxy=(775,84,849,130)
date-line: ಸೋಮವಾರ 17 ನವೆಂಬರ್ 2025 / Monday 17 November 2025 xyxy=(82,113,460,129)
column-divider xyxy=(793,1672,794,2361)
children-headline: ಮಕ್ಕಳ ಸರ್ವಾಂಗೀಣ ಅಭಿವೃದ್ಧಿಯಲ್ಲಿ ಪೋಷಕರ ಪಾತ್ರ ಮುಖ್ಯ xyxy=(50,908,387,965)
ragi-col-1: ತಿಪಟೂರು, ನ.17– ನಗರದ ತಾಲ್ಲೂಕು ಕಚೇರಿಯಲ್ಲಿ ತಹಶೀಲ್ದಾರ್ ಮೋಹನ್‌ಕುಮಾರ್ ಅಧ್ಯಕ್ಷತೆಯಲ್ಲಿ ರಾಗಿ ಕಟಾವು ಯಂತ್ರಗಳ ಬಾಡಿಗೆ ದರ ನಿಗದಿಪಡಿಸುವ ಕುರಿತು ತಾಲ್ಲೂಕು ಮಟ್ಟದ ಸಭೆ ನಡೆಸಲಾಯಿತು. ತಾಲ್ಲೂಕಿನಲ್ಲಿ 2025–26ನೇ ಸಾಲಿನ ಮುಂಗಾರು ಹಂಗಾಮಿನಲ್ಲಿ ಸುಮಾರು 20 ಸಾವಿರ ಹೆಕ್ಟೇರ್ ಪ್ರದೇಶದಲ್ಲಿ ರಾಗಿ ಬಿತ್ತನೆಯಾಗಿದ್ದು, ಮುಂದಿನ 15 ದಿನಗಳಲ್ಲಿ ಕಟಾವು ಪ್ರಾರಂಭವಾಗುವ ಸಾಧ್ಯತೆಯಿದೆ. ರೈತರು ರಾಗಿ ಬೆಳೆಯ ಉತ್ತಮ ಇಳುವರಿ ಪಡೆಯುವ ನಿರೀಕ್ಷೆಯಲ್ಲಿದ್ದಾರೆ. ಈ ಸಭೆಗೆ ಕಟಾವು ಯಂತ್ರ ಮಾಲೀಕರು ಹಾಜರಾಗಿದ್ದರು. ತಾಲ್ಲೂಕು ಕೃಷಿಕ ಸಮಾಜ ಉಪಾಧ್ಯಕ್ಷ ಮೋಹನ್ ಕೆ.ಆರ್. ಮಾತನಾಡಿ, ರಾಗಿ ಕಟಾವು ಯಂತ್ರದ ಮಾಲೀಕರು ಹೊರರಾಜ್ಯದಿಂದ ಬಂದಿದ್ದು, ರೈತರಿಂದ ಹೆಚ್ಚಿನ ಬಾಡಿಗೆ ಪಡೆಯುವ ಸಂಭವವಿದೆ. ಯಂತ್ರಗಳ ಬಾಡಿಗೆ ದರ ನಿಗದಿಪಡಿಸಬೇಕು ಎಂದರು. ತಹಶೀಲ್ದಾರ್ ಮೋಹನ್‌ಕುಮಾರ್ ಜಿ.ವಿ. ಮಾತನಾಡಿ, ಜಿಲ್ಲಾ ಮಟ್ಟದಲ್ಲಿ ಜಿಲ್ಲಾಧಿಕಾರಿಗಳ ಅಧ್ಯಕ್ಷತೆಯಲ್ಲಿ ರಾಗಿ ಕಟಾವು ಮಾಡುವ ಕಂಬೈನ್ಡ್ ಹಾರ್ವೆಸ್ಟರ್ ಯಂತ್ರಕ್ಕೆ ಪ್ರತಿ ಗಂಟೆಗೆ 2700 ರೂ. ಮತ್ತು ಟ್ರ್ಯಾಕ್ಟರ್ ಚಾಲಿತ ಕಟಾವು ಯಂತ್ರಗಳಿಗೆ ಪ್ರತಿ ಗಂಟೆಗೆ 2400 ರೂ. ದರಗಳನ್ನು ನಿಗದಿಗೊಳಿಸಲಾಗಿದೆ. ರಾಗಿ ಕಟಾವು ನಂತರ ಬೇಲರ್ ಮೂಲಕ ಕಂತೆ ಮಾಡಲು ಪ್ರತಿ ಕಂತೆಗೆ 25 ರೂ. ಗಳನ್ನು ನಿಗದಿಪಡಿಸಲಾಗಿದೆ. ರಾಗಿ ಕಟಾವು ಮಾಡಲು xyxy=(408,953,580,1440)
masthead-rule xyxy=(44,133,1488,136)
color-dot xyxy=(92,2372,108,2388)
section-rule xyxy=(408,898,935,900)
election-col-3: ಮಾಲೂರಿನಲ್ಲಿ ವೈದ್ಯನಾಗಿ ಸೇವೆಯಿಂದಿಗೆ ಜನರ ನೋವು, ನಿರುದ್ಯೋಗ, ಪದವೀಧರರ ಸಮಸ್ಯೆಗಳ ಅರಿವು ನನಗಿದೆ. ಇದೆ ಜನಸೇವೆ ನನ್ನ ಬದುಕಿನ ಧ್ಯೇಯವಾಗಿದೆ. ಇದೇ ಮನೋಭಾವದಿಂದ ಚುನಾವಣೆಯಲ್ಲಿ ಸ್ಪರ್ಧಿಸುತ್ತೇನೆ. ಮತದಾರರನ್ನು ಸಂಪರ್ಕಿಸಿ ಅವರ ಗೌರವ ಪಡೆದು ಮತ ಕೇಳುವುದು ನನ್ನ ಗುರಿಯಾಗಿದೆ. ಆತ್ಮವಿಶ್ವಾಸದಿಂದ ಕಣಕ್ಕೆ ಇಳಿಯುತ್ತಿದ್ದೇನೆ. ನನ್ನ ಹೋರಾಟ ಪದವೀಧರರ ಹಕ್ಕುಗಳಿಗಾಗಿ ಎಂದರು. ಪತ್ರಿಕಾಗೋಷ್ಠಿಯಲ್ಲಿ ರಾಜ್ಯ ಜೆಡಿಯು ಪ್ರಧಾನ ಕಾರ್ಯದರ್ಶಿ ಪ್ರಕಾಶ್‌ಬಾಬು, ರಾಜ್ಯ ಮಹಿಳಾ ಘಟಕದ ಪ್ರಧಾನ ಕಾರ್ಯದರ್ಶಿ ಹಿಜಾ, ಮಹಿಳಾ ಉಪಾಧ್ಯಕ್ಷೆ ಶಾಂತಕುಮಾರಿ, ಪದಾಧಿಕಾರಿಗಳಾದ ಡಾ. ಜಿ. ಪ್ರಭು, ಶಾಂತಕುಮಾರ್, ಲಕ್ಷ್ಮೀ ಪತಿ, ಬಸವರಾಜು, ನೇತ್ರಾವತಿ, ನಂಜುಂಡಪ್ಪ, ರಾಮಯ್ಯ, ಸುಮನ್ ಮತ್ತಿತರರು ಉಪಸ್ಥಿತರಿದ್ದರು. xyxy=(1259,2004,1488,2226)
election-col-2: ಹೆಗ್ಡೆ ಮತ್ತು ಜಾರ್ಜ್ ಫರ್ನಾಂಡೀಸ್ ರವರ ಮಾರ್ಗದರ್ಶನದಲ್ಲಿ ಎಂದರು. ಪಕ್ಷಗಳು ಪರಸ್ಪರ ಸಹಕಾರ ನೀಡಿ ರಾಜಕೀಯ ಪರಂಪರೆಯನ್ನು ನಿರ್ಮಿಸಿದರು ಎಂದರು. ಬಿಹಾರದಲ್ಲಿ ನಿತೀಶ್ ಕುಮಾರ್ ನೇತೃತ್ವದಲ್ಲಿ ಎನ್‌ಡಿಎ ಮೈತ್ರಿಕೂಟ ಭಾರೀ ಬಹುಮತ ಪಡೆದಿದೆ. ಜನರು ಅಭಿವೃದ್ಧಿಗೆ ಮತ ನೀಡಿದ್ದಾರೆ. ಕರ್ನಾಟಕದಲ್ಲೂ ಪಕ್ಷವನ್ನು ಬಲಪಡಿಸಲು ನಾವು ಎಲ್ಲಾ ಜಿಲ್ಲೆಗಳಲ್ಲಿ ಸಭೆಗಳನ್ನು ನಡೆಸುತ್ತಿದ್ದೇವೆ ಎಂದರು. ಡಾ. ನಾಗರಾಜ್ ಮಾತನಾಡಿ, ಪದವೀಧರರ ಸಮಸ್ಯೆಗಳು, ಉದ್ಯೋಗಾವಕಾಶ, ಶಿಕ್ಷಣ ಕ್ಷೇತ್ರದ ಸುಧಾರಣೆಗಾಗಿ ಶ್ರಮಿಸುತ್ತೇನೆ. ನಿರುದ್ಯೋಗಿ ಪದವೀಧರರಿಗೆ ಉದ್ಯೋಗ ಸೃಷ್ಟಿ ಮಾಡುವುದು ನನ್ನ ಆದ್ಯತೆ. ಅತಿಥಿ ಉಪನ್ಯಾಸಕರು, ಅನುದಾನ ರಹಿತ ಶಾಲಾ ಶಿಕ್ಷಕರ ಸಮಸ್ಯೆಗಳಿಗೆ ಧ್ವನಿಯಾಗುತ್ತೇನೆ ಎಂದರು. ಮೈತ್ರಿಯ ಮೂಲಕ ಚುನಾವಣೆ ಎದುರಿಸಿ ಗೆಲುವು ಸಾಧಿಸುವ ವಿಶ್ವಾಸವಿದೆ ಎಂದರು. ಆಗ್ನೇಯ ಪದವೀಧರ ಕ್ಷೇತ್ರದ ಜೆಡಿಯು ಅಧ್ಯಕ್ಷ ಡಾ. ನಾಗರಾಜು ಮಾತನಾಡಿ, ನಾನು ಮೂರು ದಶಕಗಳಿಂದ ಶಿಕ್ಷಣ ಕ್ಷೇತ್ರದಲ್ಲಿ ಸೇವೆ ಸಲ್ಲಿಸುತ್ತಿದ್ದೇನೆ. xyxy=(1023,2004,1251,2263)
panchayat-col-1: ಹುಳಿಯಾರು, ನ. 17– ಮಹಾತ್ಮಗಾಂಧಿ ರಾಷ್ಟ್ರೀಯ ಗ್ರಾಮೀಣ ಉದ್ಯೋಗ ಖಾತರಿ ಯೋಜನೆ (ನರೇಗಾ) ಅಡಿಯಲ್ಲಿ 18.00 ಲಕ್ಷ ರೂ. ಅಂದಾಜು ವೆಚ್ಚದಲ್ಲಿ ನಿರ್ಮಿಸಲಾದ ದೊಡ್ಡಬಿದರೆ ಗ್ರಾಮ ಪಂಚಾಯಿತಿಯ ನೂತನ ಭಾರತ್ ನಿರ್ಮಾಣ ಸೇವಾ ಕೇಂದ್ರ ಕಟ್ಟಡವನ್ನು ಶಾಸಕ ಸಿ.ಬಿ. ಸುರೇಶ್‌ಬಾಬು ಉದ್ಘಾಟಿಸಿದರು. ನಂತರ ಮಾತನಾಡಿದ ಶಾಸಕರು, ಜನಪ್ರತಿನಿಧಿಗಳು ಮತ್ತು ಅಧಿಕಾರಿಗಳು ಸಾರ್ವಜನಿಕರ ಸೇವೆಯಲ್ಲಿ ಪ್ರಾಮಾಣಿಕತೆಯಿಂದ ಕೆಲಸ ಮಾಡಬೇಕು. ನರೇಗಾ ಯೋಜನೆಯಿಂದಲ್ಲಿ ಗ್ರಾಮ ಪಂಚಾಯ್ತಿಗಳಲ್ಲಿ ಉತ್ತಮ ಕಟ್ಟಡಗಳ ನಿರ್ಮಾಣಕ್ಕೆ ಅವಕಾಶ ಒದಗಿಸುವುದನ್ನು ಶ್ಲಾಘಿಸಿದರು. ಇದು ಸರ್ಕಾರ ಕಚೇರಿಗಳು 'ನಮ್ಮದು' ಎಂಬ ಭಾವನೆ ಬೆಳೆಸಲು ಮತ್ತು ಕೆಲಸಗಳನ್ನು ಸುಗಮಗೊಳಿಸಲು ಸಹಾಯ ಮಾಡುತ್ತದೆ. ಕೆಲವೊಂದು ಗ್ರಾಮಗಳಲ್ಲಿ ನರೇಗಾ ಮ್ಯಾಚಿಂಗ್ ಗ್ರಾಂಟ್ ಬಳಸಿ ಉತ್ತಮ ಕಟ್ಟಡಗಳನ್ನು ನಿರ್ಮಿಸಲಾಗಿದೆ ಎಂದ ಅವರು, ನರೇಗಾ ಯೋಜನೆಯನ್ನು ಸಂಪೂರ್ಣವಾಗಿ ಬಳಸಿಕೊಂಡರೆ ಗ್ರಾಮೀಣ ಪ್ರದೇಶದ ಅಭಿವೃದ್ಧಿ ಸಾಧ್ಯ ಎಂದರು. ಹೊಸದಾಗಿ ಕಟ್ಟಡ ನಿರ್ಮಾಣವಾಗಿದ್ದು ಇದರಿಂದ ಸಾರ್ವಜನಿಕ ಕೆಲಸಗಳು ಸುಗಮವಾಗುತ್ತವೆ. ಗ್ರಾಮ ಪಂಚಾಯಿತಿ ಕಚೇರಿಯಲ್ಲಿ ಎಲ್ಲ ಸೌಲಭ್ಯ ಒದಗಿಸಲಾಗಿದೆ. ಪ್ರತಿ ಗ್ರಾಮಕ್ಕೂ ಒಂದು ಎಕರೆ 5 ಲಕ್ಷದ ವರೆಗೆ ನರೇಗಾ ಯೋಜನೆಯಡಿ ಅನುದಾನ ನೀಡಲು ಅವಕಾಶವಿದೆ. ಇದನ್ನು ಉಪಯೋಗಿಸಿಕೊಂಡು ಉತ್ತಮ ಕೆಲಸ ಮಾಡಬೇಕು. ಗ್ರಾಮಗಳು ಸ್ವಚ್ಛವಾಗಿರಬೇಕು ಮತ್ತು ನಾವು xyxy=(44,1737,216,2243)
page-number: 6 xyxy=(44,86,67,124)
life-skills-photo xyxy=(1127,1095,1488,1281)
logo-text-left: ಸಂಜ xyxy=(663,84,735,130)
logo-globe-icon xyxy=(737,90,772,125)
officials-col-2: ಪವತಿ ಖಾತೆ ಅರ್ಜಿಗಳ ವಿಲೇವಾರಿಯಲ್ಲಿ ಶಿಸ್ತು ವಹಿಸಬೇಕು. ಸರ್ಕಾರಿ ಕೆಲಸ ಮಾಡಲು ಅಧಿಕಾರಿ-ಸಿಬ್ಬಂದಿಗಳಿಗೆ ಜವಾಬ್ದಾರಿ ನೀಡಲಾಗಿದೆ. ಸಮಸ್ಯೆಗಳನ್ನು ಅರ್ಥಮಾಡಿಕೊಂಡು ಜನರಿಗೆ ನ್ಯಾಯ ಒದಗಿಸಬೇಕು ಎಂದು ನಿರ್ದೇಶನ ನೀಡಿದರು. ವೈಯಕ್ತಿಕ ವಿಚಾರಗಳಿಗೆ ಅನಾವಶ್ಯಕವಾಗಿ ಲೋಕಾಯುಕ್ತಕ್ಕೆ ದೂರು ನೀಡಬಾರದು. ಸಾರ್ವಜನಿಕರು ನಿಷ್ಪಕ್ಷಪಾತವಾಗಿ ದೂರು ನೀಡಬೇಕು. ಇದರಿಂದ ಲೋಕಾಯುಕ್ತದ ಸಮಯ ಹಾಳಾಗುತ್ತದೆ. ಬಹುತೇಕ ಗ್ರಾಮೀಣ ಪ್ರದೇಶದ ದೂರುಗಳಲ್ಲಿ ಪಂಚಾಯತಿ ಅಭಿವೃದ್ಧಿ ಅಧಿಕಾರಿಗಳಿಗೆ ಸಂಬಂಧಿಸಿದ್ದಾಗಿರುತ್ತವೆ. ಪಂಚಾಯತಿ ಅಧಿಕಾರಿಗಳು ಗ್ರಾಮಸ್ಥರಿಗೆ ನ್ಯಾಯ ಒದಗಿಸುವಂತಹ ಕೆಲಸ ಮಾಡಬೇಕು. ಕಾನೂನು ವಿರುದ್ಧವಾಗಿ ಕೆಲಸ ಮಾಡಬಾರದು. ತಮ್ಮ ವ್ಯಾಪ್ತಿಯಲ್ಲಿ ಕಾನೂನಿನ ಪರಿಧಿಯೊಳಗೆ ಬಗೆಹರಿಸಲು ಸಾಧ್ಯವಾದ ಅರ್ಜಿಗಳಿಗೆ ಹಿಂಬರಹ ನೀಡಿದಲ್ಲಿ ಅರ್ಜಿದಾರರು ನ್ಯಾಯಾಲಯಕ್ಕೆ ಹೋಗಲು ಅವಕಾಶವಾಗುತ್ತದೆ ಎಂದು ತಿಳಿಸಿದರು. xyxy=(252,538,474,797)
officials-photo xyxy=(252,196,934,528)
panchayat-photo xyxy=(222,1734,786,2060)
edition-line: ತುಮಕೂರು | Sanjevani, Tumkur xyxy=(82,92,277,108)
cooperative-col-1: ತುಮಕೂರು, ನ.17– ಸಹಕಾರಿ ಸಂಸ್ಥೆಗಳು ಜಾಗತಿಕ ಮಟ್ಟದಲ್ಲಿ ದೇಶದ ಅಭಿವೃದ್ಧಿಯಲ್ಲಿ ಗಣನೀಯ ಕೊಡುಗೆ ನೀಡುತ್ತಿದ್ದು, ಕೃಷಿ, ಉದ್ಯಮಗಳ ಕ್ಷೇತ್ರಗಳ ಬೆಳವಣಿಗೆಯಲ್ಲಿ ಒಂದು ಸರ್ಕಾರ ಮಾಡಲಾಗದಂತಹ ಸಹಕಾರ ಸಂಸ್ಥೆಗಳು ಸಹಕಾರ ಸಮಾವೇಶದ ಮೂಲಕ ಶಾಸಕ ಜಿ.ಬಿ. ಜ್ಯೋತಿಗಣೇಶ್ ಹೇಳಿದರು. ನಗರದ ಸ್ವಾಮಿ ವಿವೇಕಾನಂದ ಸಹಕಾರ ಸಂಘದ ಸಭಾಂಗಣದಲ್ಲಿ ರಾಜ್ಯ ಸಹಕಾರ ಮಹಾಮಂಡಳ, ಜಿಲ್ಲಾ ಸಹಕಾರ ಯೂನಿಯನ್, ಸಹಕಾರ ಇಲಾಖೆ ಮತ್ತಿತರ ಸಹಕಾರ ಸಂಸ್ಥೆಗಳ ಸಂಯುಕ್ತಾಶ್ರಯದಲ್ಲಿ ಏರ್ಪಡಿಸಿದ್ದ 72ನೇ ಅಖಿಲ ಭಾರತ ಸಹಕಾರ ಸಪ್ತಾಹ ಕಾರ್ಯಕ್ರಮ ಉದ್ಘಾಟಿಸಿ ಅವರು ಮಾತನಾಡಿದರು. ಮಾಜಿ ಸಹಕಾರ ಸಚಿವ ಕೆ.ಎನ್. ರಾಜಣ್ಣ ನವರು ಸಹಕಾರ ಕ್ಷೇತ್ರಕ್ಕೆ ದೊಡ್ಡ ಕೊಡುಗೆ ನೀಡಿದ್ದಾರೆ. ರಾಷ್ಟ್ರ ಮಟ್ಟದಲ್ಲಿ ಸಹಕಾರ ಆಂದೋಲನ ಬಲಗೊಳ್ಳಲು ನಿರಂತರ ಶ್ರಮಿಸಿದ್ದಾರೆ. ಅವರಿಂದಾಗಿ ಇಂದು ಜಿಲ್ಲೆಯಲ್ಲಿ ಸಹಕಾರ ಕ್ಷೇತ್ರ ಪ್ರಬಲವಾಗಿ ಬೆಳೆದಿದೆ ಎಂದರು. ಸಮರ್ಥನೀಯ, ಸೇವಾ ಮನೋಭಾವ ಇರುವವರು ಸಹಕಾರಿ ಸಂಸ್ಥೆಗಳ ನೇತೃತ್ವ ವಹಿಸಿದರೆ ಸಂಸ್ಥೆಗಳ ಏಳಿಗೆ ಸಾಧ್ಯ. ಸಹಕಾರಿ ಸಂಸ್ಥೆಗಳು ಲಾಭದತ್ತ ಸಾಗಿ ಸದಸ್ಯರಿಗೆ ನೆರವಾಗಬೇಕು ಎಂದರು. ಜಿಲ್ಲಾ ಸಹಕಾರ ಯೂನಿಯನ್ ಅಧ್ಯಕ್ಷ ಜಿ.ಜೆ. ರಾಜಣ್ಣ ಮಾತನಾಡಿ, ಸಹಕಾರ ಸಂಸ್ಥೆಗಳು ಸ್ವಾವಲಂಬಿಯಾಗಿ ಬೆಳೆದು ಜನರ ಆರ್ಥಿಕ ಸ್ಥಿತಿ ಸುಧಾರಿಸುತ್ತಿವೆ ಎಂದರು. ಜಿಲ್ಲಾ ಸಹಕಾರ ಯೂನಿಯನ್‌ನಿಂದ ಸಂಸ್ಥೆಗಳ ಆಡಳಿತ ವರ್ಗಕ್ಕೆ ನಿಯಮಿತವಾಗಿ ತರಬೇತಿ ಕೊಡಲಾಗುತ್ತಿದೆ. ಸಹಕಾರ ಸಂಸ್ಥೆ ಸ್ಥಾಪನೆಗೆ ಸರಳೀಕೃತ ಪ್ರಕ್ರಿಯೆ ಜಾರಿಯಾಗಿದೆ ಎಂದು ಹೇಳಿದರು. xyxy=(952,240,1160,689)
section-rule xyxy=(952,999,1488,1001)
color-dot xyxy=(163,2372,179,2388)
officials-col-4: ಇಂತಹ ಪ್ರಕರಣಗಳನ್ನು ಗುರುತಿಸಲಾಗಿದ್ದು, ಮುಂದಿನ ದಿನಗಳಲ್ಲಿ ಸುಳ್ಳು ದೂರುಗಳನ್ನು ದಾಖಲಿಸುವವರ ವಿರುದ್ಧ ಕಾನೂನು ಪ್ರಕಾರ ಕಟ್ಟುನಿಟ್ಟಿನ ಕ್ರಮ ಕೈಗೊಳ್ಳಲಾಗುವುದು ಎಂದು ಎಚ್ಚರಿಸಿದರು. ಪ್ರಕರಣಗಳ ವಿಚಾರಣೆ ಸಂದರ್ಭದಲ್ಲಿ ಉಪಲೋಕಾಯುಕ್ತರು ಅರ್ಜಿದಾರರು ಹಾಗೂ ಅಧಿಕಾರಿಗಳ ವಾದ ಆಲಿಸಿ ಸ್ಥಳದಲ್ಲೇ ಪರಿಹಾರ ಸೂಚಿಸಿದರು. ಇದೇ ಸಂದರ್ಭದಲ್ಲಿ ಪವತಿ ಖಾತೆ, ಜಮೀನಿನ ಮಾಲೀಕತ್ವ, ಪಹಣಿ, ಅಕ್ರಮ ಖಾತೆ ಮತ್ತು ದಾಖಲೆ, ರಾಜಕಾಲುವೆ ಒತ್ತುವರಿ, ದೇವಸ್ಥಾನದ ಜಾಗ ಒತ್ತುವರಿ, ರಸ್ತೆ ಒತ್ತುವರಿ, ನಕಲಿ ದಾಖಲೆ ಸೃಷ್ಟಿ ಸೇರಿದಂತೆ ಒಟ್ಟು 60 ಪ್ರಕರಣಗಳ ವಿಚಾರಣೆ ನಡೆಸಿ ವಿಲೇವಾರಿ ಮಾಡಲಾಯಿತು. ಸಭೆಯಲ್ಲಿ ಕರ್ನಾಟಕ ಲೋಕಾಯುಕ್ತ ಉಪನಿಬಂಧಕ ಅರವಿಂದ ಎನ್.ವಿ, ಜಿಲ್ಲಾ ಪಂಚಾಯತಿ ಮುಖ್ಯ ಕಾರ್ಯನಿರ್ವಾಹಕ ಅಧಿಕಾರಿ ಜಿ. ಪ್ರಭು, ಜಿಲ್ಲಾ ಪೊಲೀಸ್ ವರಿಷ್ಠಾಧಿಕಾರಿ ಅಶೋಕ್ ಕೆ.ವಿ., ಹೆಚ್ಚುವರಿ ಜಿಲ್ಲಾಧಿಕಾರಿ ಡಾ. ಎನ್. ತಿಪ್ಪೇಸ್ವಾಮಿ ಮತ್ತಿತರರು ಉಪಸ್ಥಿತರಿದ್ದರು. xyxy=(714,538,934,817)
ragi-photo xyxy=(586,950,935,1116)
